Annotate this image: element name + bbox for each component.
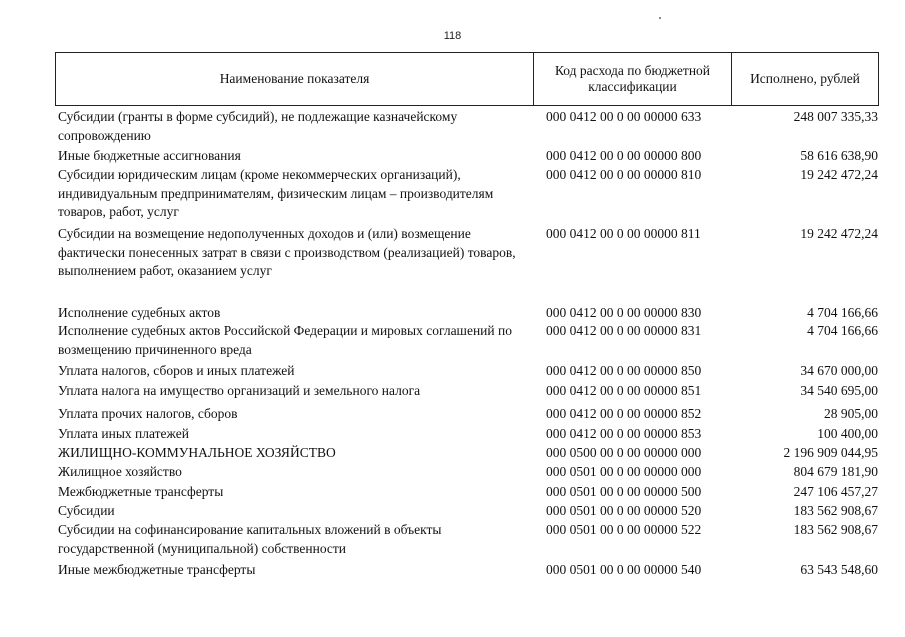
row-code: 000 0501 00 0 00 00000 522	[546, 522, 702, 537]
row-code: 000 0412 00 0 00 00000 800	[546, 148, 702, 163]
header-amount: Исполнено, рублей	[750, 71, 860, 86]
row-name: Субсидии (гранты в форме субсидий), не подлежащие казначейскому сопровождению	[58, 109, 458, 143]
row-name: Субсидии	[58, 503, 115, 518]
table-header	[55, 52, 879, 106]
row-code: 000 0501 00 0 00 00000 540	[546, 562, 702, 577]
row-code: 000 0412 00 0 00 00000 831	[546, 323, 702, 338]
header-name: Наименование показателя	[56, 53, 534, 105]
row-amount: 100 400,00	[817, 426, 878, 441]
row-amount: 4 704 166,66	[807, 323, 878, 338]
row-amount: 248 007 335,33	[793, 109, 878, 124]
row-name: Исполнение судебных актов Российской Федерации и мировых соглашений по возмещению причиненного вреда	[58, 323, 512, 357]
row-code: 000 0412 00 0 00 00000 852	[546, 406, 702, 421]
row-name: Субсидии на возмещение недополученных доходов и (или) возмещение фактически понесенных затрат в связи с производством (реализацией) товаров, выполнением работ, оказанием услуг	[58, 226, 516, 278]
row-name: Жилищное хозяйство	[58, 464, 182, 479]
row-name: Иные межбюджетные трансферты	[58, 562, 256, 577]
row-name: Субсидии юридическим лицам (кроме некоммерческих организаций), индивидуальным предпринимателям, физическим лицам – производителям товаров, работ, услуг	[58, 167, 494, 219]
row-code: 000 0500 00 0 00 00000 000	[546, 445, 702, 460]
row-name: Межбюджетные трансферты	[58, 484, 224, 499]
row-amount: 19 242 472,24	[800, 226, 878, 241]
row-code: 000 0412 00 0 00 00000 810	[546, 167, 702, 182]
row-code: 000 0501 00 0 00 00000 520	[546, 503, 702, 518]
row-amount: 58 616 638,90	[800, 148, 878, 163]
row-amount: 28 905,00	[824, 406, 878, 421]
row-name: Уплата прочих налогов, сборов	[58, 406, 238, 421]
row-name: Уплата иных платежей	[58, 426, 189, 441]
header-code: Код расхода по бюджетной классификации	[534, 53, 732, 105]
row-code: 000 0501 00 0 00 00000 000	[546, 464, 702, 479]
row-name: Иные бюджетные ассигнования	[58, 148, 241, 163]
row-amount: 2 196 909 044,95	[783, 445, 878, 460]
row-amount: 247 106 457,27	[793, 484, 878, 499]
row-amount: 19 242 472,24	[800, 167, 878, 182]
row-code: 000 0412 00 0 00 00000 811	[546, 226, 701, 241]
row-name: Уплата налога на имущество организаций и земельного налога	[58, 383, 421, 398]
row-code: 000 0412 00 0 00 00000 851	[546, 383, 702, 398]
row-code: 000 0412 00 0 00 00000 633	[546, 109, 702, 124]
page-number: 118	[443, 30, 462, 42]
row-name: ЖИЛИЩНО-КОММУНАЛЬНОЕ ХОЗЯЙСТВО	[58, 445, 336, 460]
row-name: Уплата налогов, сборов и иных платежей	[58, 363, 295, 378]
row-code: 000 0501 00 0 00 00000 500	[546, 484, 702, 499]
row-amount: 4 704 166,66	[807, 305, 878, 320]
row-amount: 34 540 695,00	[800, 383, 878, 398]
row-code: 000 0412 00 0 00 00000 853	[546, 426, 702, 441]
row-code: 000 0412 00 0 00 00000 850	[546, 363, 702, 378]
row-amount: 63 543 548,60	[800, 562, 878, 577]
scan-speck	[659, 17, 661, 19]
row-amount: 183 562 908,67	[793, 522, 878, 537]
row-amount: 804 679 181,90	[793, 464, 878, 479]
row-amount: 34 670 000,00	[800, 363, 878, 378]
row-name: Исполнение судебных актов	[58, 305, 221, 320]
row-name: Субсидии на софинансирование капитальных вложений в объекты государственной (муниципальной) собственности	[58, 522, 442, 556]
row-code: 000 0412 00 0 00 00000 830	[546, 305, 702, 320]
row-amount: 183 562 908,67	[793, 503, 878, 518]
